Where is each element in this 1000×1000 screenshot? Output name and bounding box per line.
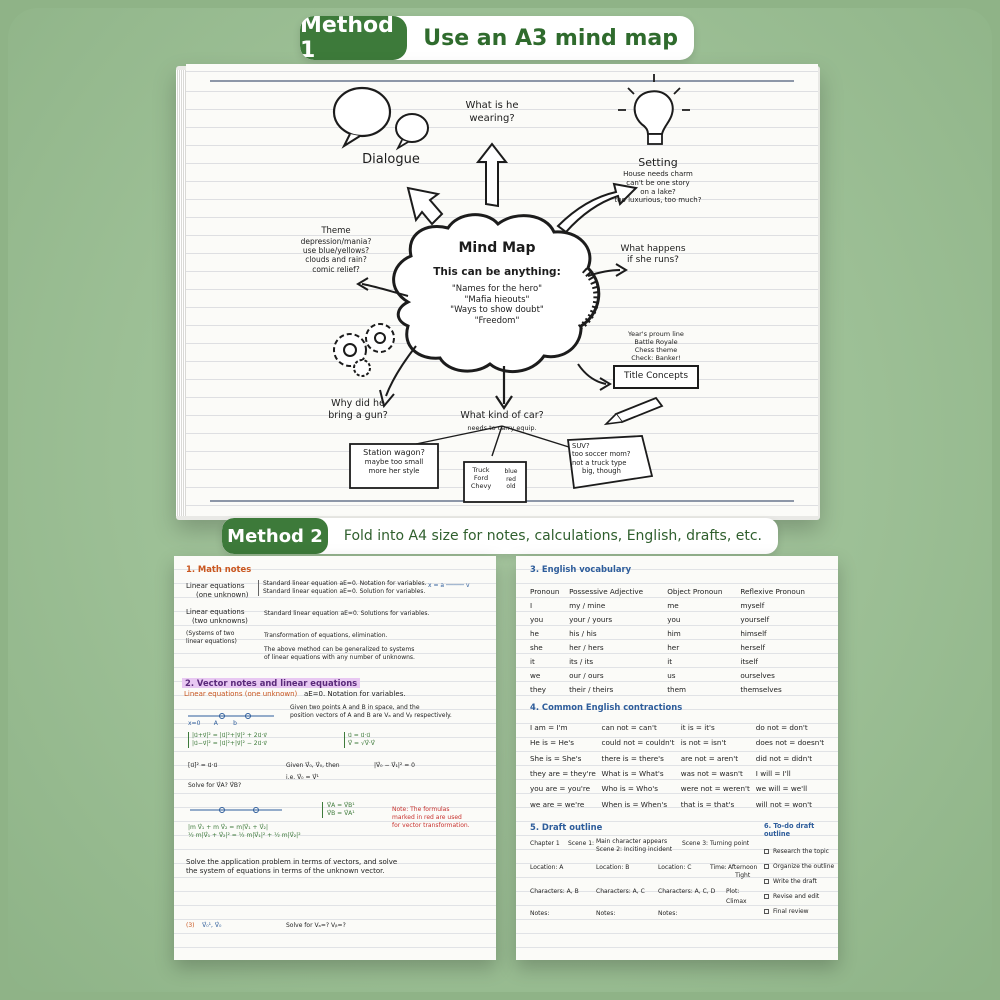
todo-title: 6. To-do draft outline <box>764 822 815 838</box>
contraction-row-cell: can not = can't <box>601 723 657 733</box>
arrow-dialogue-icon <box>408 188 442 224</box>
contraction-row-cell: they are = they're <box>530 769 596 779</box>
notes-3: Notes: <box>658 910 678 917</box>
contraction-row-cell: could not = couldn't <box>601 738 675 748</box>
given-vectors-eq: |V⃗₀ − V⃗₁|² = 0 <box>374 762 415 769</box>
method1-banner <box>300 16 694 60</box>
method1-text: Use an A3 mind map <box>423 25 678 51</box>
todo-item[interactable]: Research the topic <box>764 844 834 859</box>
location-c: Location: C <box>658 864 692 871</box>
vocab-row-cell: itself <box>740 657 758 666</box>
contraction-row-cell: will not = won't <box>755 799 812 809</box>
checkbox-icon[interactable] <box>764 864 769 869</box>
systems-row: Transformation of equations, elimination. <box>264 632 388 639</box>
vocab-row-cell: him <box>667 629 681 639</box>
a3-mind-map-page <box>186 64 818 516</box>
time-label: Time: <box>710 864 727 871</box>
chapter-label: Chapter 1 <box>530 840 560 847</box>
notes-1: Notes: <box>530 910 550 917</box>
todo-item[interactable]: Revise and edit <box>764 889 834 904</box>
vocab-row-cell: herself <box>740 643 765 653</box>
title-concepts-label: Title Concepts <box>623 371 689 381</box>
car-label: What kind of car? <box>460 410 544 421</box>
pencil-icon <box>616 398 662 422</box>
linear-two-row: Standard linear equation aE=0. Solutions for variables. <box>264 610 430 617</box>
contraction-row <box>530 720 830 735</box>
vector-sub: Linear equations (one unknown) aE=0. Notation for variables. <box>184 690 406 698</box>
contraction-row-cell: do not = don't <box>755 723 808 733</box>
vocab-row <box>530 613 826 627</box>
notes-2: Notes: <box>596 910 616 917</box>
math-notes-title: 1. Math notes <box>186 564 252 574</box>
todo-item[interactable]: Final review <box>764 904 834 919</box>
contraction-row-cell: were not = weren't <box>680 784 750 794</box>
section-3: (3) V⃗₀¹, V⃗₀ <box>186 922 222 929</box>
checkbox-icon[interactable] <box>764 894 769 899</box>
runs-label: What happens if she runs? <box>620 244 686 266</box>
characters-2: Characters: A, C <box>596 888 645 895</box>
draft-outline-title: 5. Draft outline <box>530 822 603 832</box>
characters-3: Characters: A, C, D <box>658 888 716 895</box>
product-showcase <box>8 8 992 992</box>
mind-map-subtitle: This can be anything: <box>433 266 561 278</box>
contraction-row <box>530 796 830 811</box>
speech-bubble-icon <box>334 88 390 136</box>
car-sub: needs to carry equip. <box>467 424 537 432</box>
vocab-row <box>530 668 826 682</box>
contraction-row-cell: She is = She's <box>530 753 582 763</box>
theme-notes: Theme depression/mania? use blue/yellows? clouds and rain? comic relief? <box>300 226 372 274</box>
contraction-row-cell: there is = there's <box>601 753 664 763</box>
contraction-row-cell: is not = isn't <box>680 738 727 748</box>
contraction-row <box>530 735 830 750</box>
number-line-icon-2 <box>188 800 284 820</box>
light-bulb-icon <box>635 91 673 134</box>
checkbox-icon[interactable] <box>764 849 769 854</box>
todo-item[interactable]: Write the draft <box>764 874 834 889</box>
todo-item[interactable]: Organize the outline <box>764 859 834 874</box>
gun-label: Why did he bring a gun? <box>328 398 388 421</box>
vocab-row-cell: its / its <box>569 657 594 666</box>
contractions-title: 4. Common English contractions <box>530 702 683 712</box>
contraction-row-cell: I will = I'll <box>755 769 791 779</box>
ie-line: i.e. V⃗₀ = V⃗¹ <box>286 774 319 781</box>
vocab-row-cell: our / ours <box>569 670 604 680</box>
vocab-row-cell: his / his <box>569 629 597 639</box>
contraction-row <box>530 751 830 766</box>
arrow-up-icon <box>478 144 506 206</box>
plot-value: Climax <box>726 898 747 905</box>
vocab-row-cell: her / hers <box>569 643 604 653</box>
vocab-row-cell: myself <box>740 601 765 611</box>
systems-label: (Systems of two linear equations) <box>186 630 237 646</box>
setting-notes: House needs charm can't be one story on a lake? too luxurious, too much? <box>614 170 702 205</box>
generalized-note: The above method can be generalized to systems of linear equations with any number of unknowns. <box>264 646 415 662</box>
contraction-row-cell: Who is = Who's <box>601 784 658 794</box>
momentum-eqs: |m V⃗₁ + m V⃗₂ = m|V⃗₁ + V⃗₂| ½ m|V⃗₁ + V⃗₂|² = ½ m|V⃗₁|² + ½ m|V⃗₂|² <box>188 824 301 840</box>
contraction-row-cell: does not = doesn't <box>755 738 825 748</box>
vocab-row-cell: me <box>667 601 679 611</box>
vocab-row-cell: I <box>530 601 533 611</box>
contraction-row-cell: When is = When's <box>601 799 668 809</box>
contraction-row-cell: did not = didn't <box>755 753 813 763</box>
vocab-row-cell: us <box>667 670 676 680</box>
contraction-row-cell: we will = we'll <box>755 784 808 794</box>
vocab-row-cell: them <box>667 684 687 694</box>
vocab-row-cell: your / yours <box>569 615 613 625</box>
vocab-row-cell: you <box>530 615 544 625</box>
linear-one-rows: Standard linear equation aE=0. Notation for variables. Standard linear equation aE=0. Solution for variables. <box>258 580 427 596</box>
red-note: Note: The formulas marked in red are used for vector transformation. <box>392 806 470 830</box>
vocab-row-cell: my / mine <box>569 601 606 611</box>
vector-notes-title: 2. Vector notes and linear equations <box>182 678 360 688</box>
contraction-row-cell: it is = it's <box>680 723 715 733</box>
title-notes: Year's proum line Battle Royale Chess theme Check: Banker! <box>628 330 684 363</box>
mind-map-items: "Names for the hero" "Mafia hieouts" "Ways to show doubt" "Freedom" <box>450 284 544 326</box>
vocab-row-cell: her <box>667 643 680 653</box>
given-points: Given two points A and B in space, and the position vectors of A and B are Vₐ and Vᵦ respectively. <box>290 704 452 720</box>
contraction-row-cell: was not = wasn't <box>680 769 743 779</box>
time-values: Afternoon Tight <box>728 864 758 880</box>
contraction-row-cell: are not = aren't <box>680 753 739 763</box>
truck-notes: Truck Ford Chevy <box>470 466 492 491</box>
vocab-row <box>530 655 826 669</box>
contraction-row <box>530 781 830 796</box>
wearing-label: What is he wearing? <box>465 100 519 124</box>
station-wagon-notes: Station wagon? maybe too small more her style <box>363 448 425 475</box>
given-vectors: Given V⃗₀, V⃗₀, then <box>286 762 340 769</box>
vocab-table <box>530 584 826 696</box>
method2-banner <box>222 518 778 554</box>
dialogue-label: Dialogue <box>362 152 420 167</box>
characters-1: Characters: A, B <box>530 888 579 895</box>
method1-tag: Method 1 <box>300 16 407 60</box>
vocab-header-row: Pronoun Possessive Adjective Object Pronoun Reflexive Pronoun <box>530 587 805 596</box>
checkbox-icon[interactable] <box>764 879 769 884</box>
contraction-row-cell: What is = What's <box>601 769 664 779</box>
vocab-row-cell: he <box>530 629 539 639</box>
vocab-row-cell: you <box>667 615 681 625</box>
vocab-row-cell: ourselves <box>740 670 775 680</box>
vocab-row-cell: themselves <box>740 684 782 694</box>
plot-label: Plot: <box>726 888 740 895</box>
mind-map-title: Mind Map <box>458 240 536 256</box>
number-line-mini: x = a ───── v <box>428 582 470 589</box>
solve-first: Solve for V⃗A? V⃗B? <box>188 782 242 789</box>
contractions-table <box>530 720 830 812</box>
solve-second: Solve for Vₐ=? Vᵦ=? <box>286 922 346 929</box>
linear-one-label: Linear equations (one unknown) <box>186 582 249 600</box>
location-b: Location: B <box>596 864 630 871</box>
vocab-row-cell: they <box>530 684 547 694</box>
scene1-label: Scene 1: <box>568 840 595 847</box>
scene1-detail: Main character appears Scene 2: Inciting incident <box>596 838 673 854</box>
vocab-row-cell: yourself <box>740 615 770 625</box>
vocab-row <box>530 627 826 641</box>
application-note: Solve the application problem in terms of vectors, and solve the system of equations in terms of the unknown vector. <box>186 858 398 876</box>
vocab-row <box>530 641 826 655</box>
contraction-row-cell: He is = He's <box>530 738 574 748</box>
vocab-row <box>530 682 826 696</box>
dot-identity: [u⃗]² = u⃗·u⃗ <box>188 762 218 769</box>
contraction-row-cell: we are = we're <box>530 799 585 809</box>
linear-two-label: Linear equations (two unknowns) <box>186 608 248 626</box>
vocab-row-cell: we <box>530 670 541 680</box>
vocab-row-cell: himself <box>740 629 767 639</box>
scene3-label: Scene 3: Turning point <box>682 840 750 847</box>
todo-list <box>764 844 834 919</box>
location-a: Location: A <box>530 864 564 871</box>
vector-ab: V⃗A = V⃗B¹ V⃗B = V⃗A¹ <box>322 802 355 818</box>
contraction-row <box>530 766 830 781</box>
method2-text: Fold into A4 size for notes, calculations, English, drafts, etc. <box>343 528 762 544</box>
contraction-row-cell: I am = I'm <box>530 723 568 733</box>
vocab-row-cell: it <box>667 657 673 666</box>
vocab-row <box>530 599 826 613</box>
vocab-row-cell: their / theirs <box>569 684 614 694</box>
vocab-title: 3. English vocabulary <box>530 564 632 574</box>
vector-identities: |u⃗+v⃗|² = |u⃗|²+|v⃗|² + 2u⃗·v⃗ |u⃗−v⃗|² = |u⃗|²+|v⃗|² − 2u⃗·v⃗ <box>188 732 267 748</box>
a4-english-page <box>516 556 838 960</box>
number-line-labels: x=0 A b <box>188 720 237 727</box>
a4-math-page <box>174 556 496 960</box>
vocab-row-cell: she <box>530 643 543 653</box>
contraction-row-cell: that is = that's <box>680 799 735 809</box>
checkbox-icon[interactable] <box>764 909 769 914</box>
setting-label: Setting <box>638 156 678 169</box>
vector-identities-right: u⃗ = u⃗·u⃗ V⃗ = √V⃗·V⃗ <box>344 732 375 748</box>
method2-tag: Method 2 <box>222 518 328 554</box>
contraction-row-cell: you are = you're <box>530 784 591 794</box>
truck-colors: blue red old <box>504 468 518 490</box>
suv-notes: SUV? too soccer mom? not a truck type big, though <box>572 442 631 476</box>
vocab-row-cell: it <box>530 657 535 666</box>
